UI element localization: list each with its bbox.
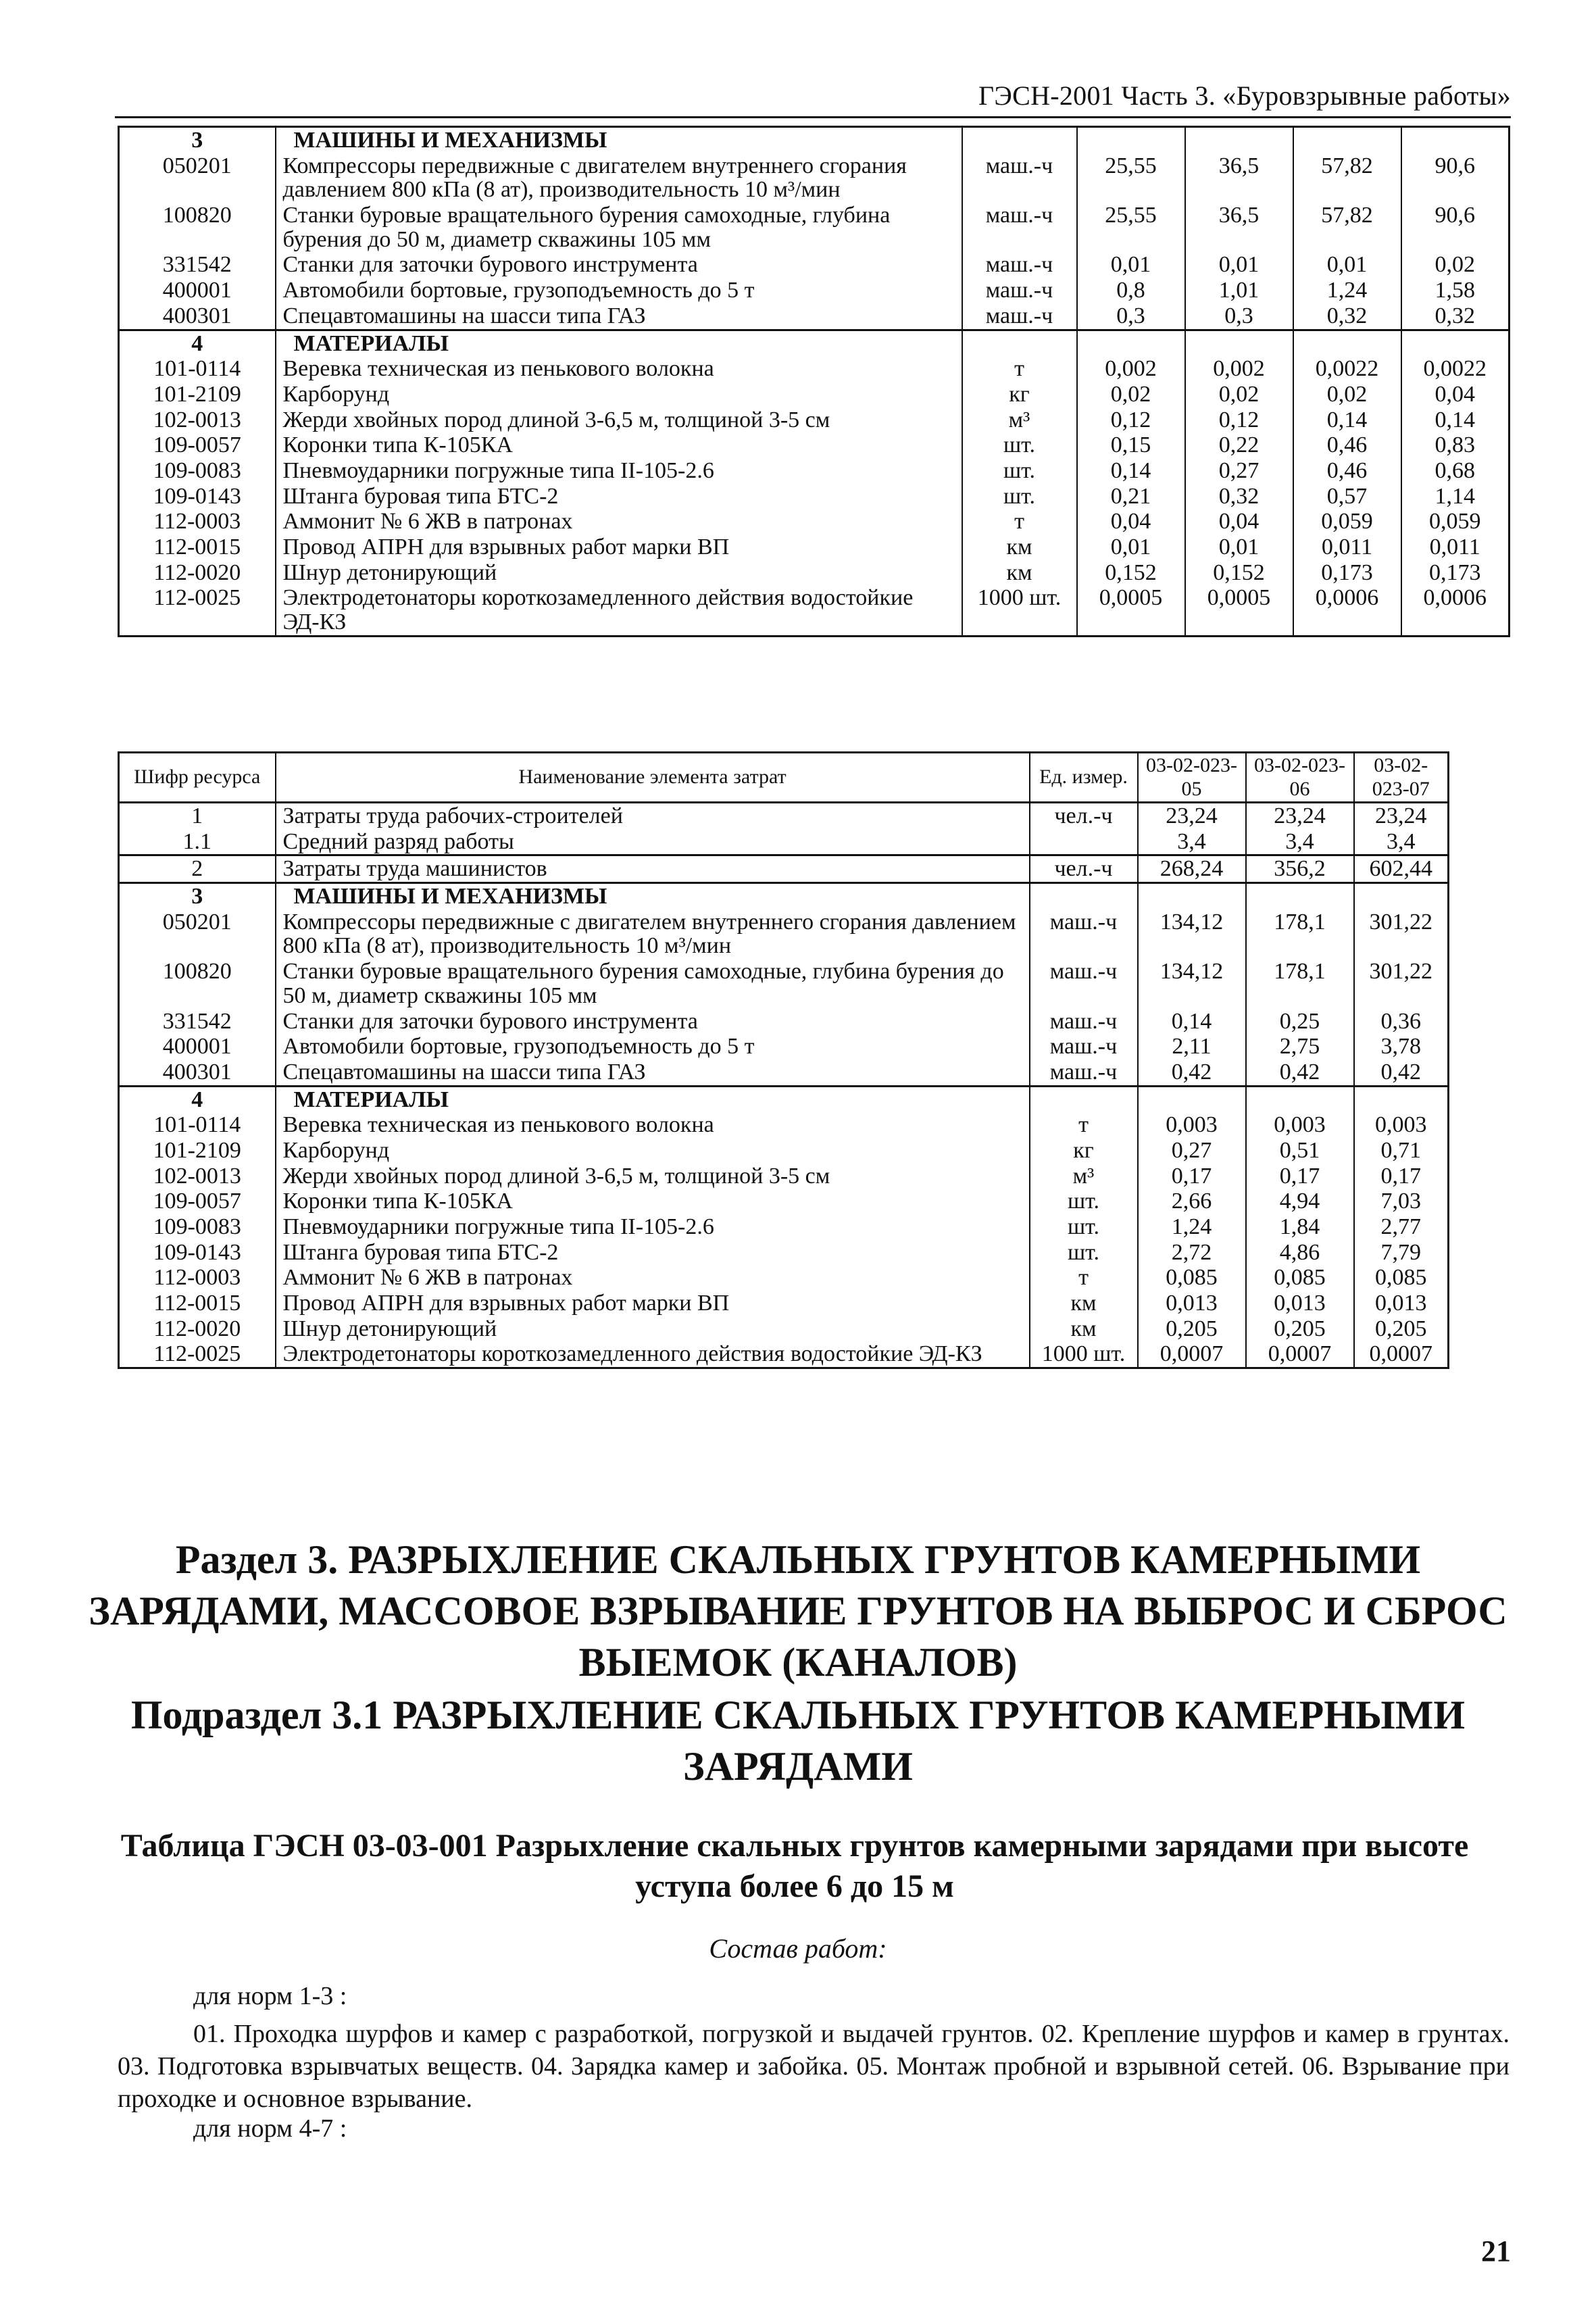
resource-name: Шнур детонирующий bbox=[276, 560, 962, 586]
table-header-row bbox=[119, 753, 1449, 803]
norm-value: 0,01 bbox=[1077, 534, 1185, 560]
empty-cell bbox=[1138, 883, 1246, 910]
unit: маш.-ч bbox=[1030, 910, 1138, 959]
resource-name: Пневмоударники погружные типа II-105-2.6 bbox=[276, 458, 962, 484]
resource-code: 1.1 bbox=[119, 829, 276, 855]
resource-name: Автомобили бортовые, грузоподъемность до 5 т bbox=[276, 278, 962, 303]
norm-value: 0,14 bbox=[1293, 407, 1401, 433]
resource-code: 400301 bbox=[119, 303, 276, 330]
resource-code: 109-0057 bbox=[119, 432, 276, 458]
norm-value: 0,51 bbox=[1246, 1138, 1354, 1164]
resource-code: 112-0015 bbox=[119, 1291, 276, 1316]
norm-value: 0,0006 bbox=[1293, 585, 1401, 636]
norm-value: 0,21 bbox=[1077, 484, 1185, 509]
norm-value: 25,55 bbox=[1077, 153, 1185, 203]
resource-table-continued bbox=[118, 126, 1510, 637]
unit: шт. bbox=[962, 484, 1077, 509]
unit: км bbox=[1030, 1316, 1138, 1342]
norm-value: 23,24 bbox=[1138, 803, 1246, 829]
table-row bbox=[119, 1138, 1449, 1164]
unit: т bbox=[1030, 1112, 1138, 1138]
header-norm-3: 03-02-023-07 bbox=[1354, 753, 1449, 803]
norm-value: 0,085 bbox=[1246, 1265, 1354, 1291]
table-row bbox=[119, 153, 1510, 203]
empty-cell bbox=[1077, 127, 1185, 153]
norm-value: 1,24 bbox=[1293, 278, 1401, 303]
norm-value: 2,72 bbox=[1138, 1240, 1246, 1266]
resource-name: Станки буровые вращательного бурения самоходные, глубина бурения до 50 м, диаметр скважины 105 мм bbox=[276, 959, 1030, 1008]
table-row bbox=[119, 910, 1449, 959]
section-code: 3 bbox=[119, 883, 276, 910]
table-row bbox=[119, 1265, 1449, 1291]
resource-name: Станки для заточки бурового инструмента bbox=[276, 252, 962, 278]
resource-name: Средний разряд работы bbox=[276, 829, 1030, 855]
resource-name: Веревка техническая из пенькового волокна bbox=[276, 1112, 1030, 1138]
norm-value: 0,42 bbox=[1138, 1060, 1246, 1086]
norm-value: 0,02 bbox=[1401, 252, 1510, 278]
unit: 1000 шт. bbox=[962, 585, 1077, 636]
norm-value: 1,24 bbox=[1138, 1214, 1246, 1240]
resource-name: Станки буровые вращательного бурения самоходные, глубина бурения до 50 м, диаметр скважины 105 мм bbox=[276, 203, 962, 252]
norm-value: 0,0022 bbox=[1401, 356, 1510, 382]
table-row bbox=[119, 509, 1510, 534]
resource-name: Автомобили бортовые, грузоподъемность до 5 т bbox=[276, 1034, 1030, 1060]
norm-value: 0,68 bbox=[1401, 458, 1510, 484]
table-row bbox=[119, 560, 1510, 586]
norm-value: 0,013 bbox=[1354, 1291, 1449, 1316]
norm-value: 57,82 bbox=[1293, 203, 1401, 252]
table-row bbox=[119, 432, 1510, 458]
norm-value: 0,14 bbox=[1138, 1009, 1246, 1035]
norm-value: 0,059 bbox=[1401, 509, 1510, 534]
table-row bbox=[119, 203, 1510, 252]
resource-code: 112-0020 bbox=[119, 560, 276, 586]
resource-code: 109-0143 bbox=[119, 1240, 276, 1266]
resource-code: 050201 bbox=[119, 910, 276, 959]
empty-cell bbox=[1185, 330, 1293, 356]
unit: км bbox=[1030, 1291, 1138, 1316]
empty-cell bbox=[1354, 883, 1449, 910]
norm-value: 0,152 bbox=[1077, 560, 1185, 586]
norm-value: 0,003 bbox=[1138, 1112, 1246, 1138]
table-row bbox=[119, 356, 1510, 382]
section-code: 4 bbox=[119, 330, 276, 356]
norm-value: 0,205 bbox=[1354, 1316, 1449, 1342]
empty-cell bbox=[1293, 127, 1401, 153]
unit: маш.-ч bbox=[962, 278, 1077, 303]
norm-value: 23,24 bbox=[1354, 803, 1449, 829]
norm-value: 36,5 bbox=[1185, 203, 1293, 252]
unit: чел.-ч bbox=[1030, 803, 1138, 829]
norm-value: 0,0007 bbox=[1138, 1341, 1246, 1368]
norm-value: 0,71 bbox=[1354, 1138, 1449, 1164]
resource-name: Жерди хвойных пород длиной 3-6,5 м, толщиной 3-5 см bbox=[276, 1164, 1030, 1189]
norm-value: 0,011 bbox=[1401, 534, 1510, 560]
resource-code: 112-0020 bbox=[119, 1316, 276, 1342]
norm-value: 1,84 bbox=[1246, 1214, 1354, 1240]
table-row bbox=[119, 1291, 1449, 1316]
norm-value: 0,57 bbox=[1293, 484, 1401, 509]
table-row bbox=[119, 585, 1510, 636]
labor-row bbox=[119, 855, 1449, 883]
section-title: МАТЕРИАЛЫ bbox=[276, 330, 962, 356]
norm-value: 0,46 bbox=[1293, 432, 1401, 458]
resource-code: 400001 bbox=[119, 1034, 276, 1060]
norm-value: 90,6 bbox=[1401, 203, 1510, 252]
resource-code: 101-2109 bbox=[119, 1138, 276, 1164]
header-rule bbox=[115, 116, 1511, 118]
resource-name: Спецавтомашины на шасси типа ГАЗ bbox=[276, 1060, 1030, 1086]
empty-cell bbox=[1354, 1086, 1449, 1112]
resource-code: 112-0025 bbox=[119, 1341, 276, 1368]
resource-name: Аммонит № 6 ЖВ в патронах bbox=[276, 509, 962, 534]
norm-value: 36,5 bbox=[1185, 153, 1293, 203]
norm-value: 3,78 bbox=[1354, 1034, 1449, 1060]
norm-value: 1,14 bbox=[1401, 484, 1510, 509]
norm-value: 0,15 bbox=[1077, 432, 1185, 458]
norm-value: 0,003 bbox=[1354, 1112, 1449, 1138]
norm-value: 0,12 bbox=[1077, 407, 1185, 433]
resource-table-023 bbox=[118, 751, 1449, 1369]
resource-name: Штанга буровая типа БТС-2 bbox=[276, 484, 962, 509]
norm-value: 0,42 bbox=[1246, 1060, 1354, 1086]
resource-name: Провод АПРН для взрывных работ марки ВП bbox=[276, 534, 962, 560]
unit: т bbox=[962, 509, 1077, 534]
norm-value: 1,58 bbox=[1401, 278, 1510, 303]
resource-name: Веревка техническая из пенькового волокна bbox=[276, 356, 962, 382]
norm-value: 0,02 bbox=[1293, 382, 1401, 407]
empty-cell bbox=[1293, 330, 1401, 356]
unit: м³ bbox=[962, 407, 1077, 433]
norm-value: 0,04 bbox=[1401, 382, 1510, 407]
norms-label-1-3: для норм 1-3 : bbox=[193, 1982, 347, 2010]
norm-value: 57,82 bbox=[1293, 153, 1401, 203]
resource-code: 400301 bbox=[119, 1060, 276, 1086]
empty-cell bbox=[1138, 1086, 1246, 1112]
table-row bbox=[119, 1316, 1449, 1342]
norm-value: 2,77 bbox=[1354, 1214, 1449, 1240]
header-norm-1: 03-02-023-05 bbox=[1138, 753, 1246, 803]
unit: км bbox=[962, 560, 1077, 586]
resource-name: Станки для заточки бурового инструмента bbox=[276, 1009, 1030, 1035]
empty-cell bbox=[962, 330, 1077, 356]
section-title: МАШИНЫ И МЕХАНИЗМЫ bbox=[276, 127, 962, 153]
resource-code: 102-0013 bbox=[119, 407, 276, 433]
section-title: Раздел 3. РАЗРЫХЛЕНИЕ СКАЛЬНЫХ ГРУНТОВ КАМЕРНЫМИ ЗАРЯДАМИ, МАССОВОЕ ВЗРЫВАНИЕ ГРУНТОВ НА ВЫБРОС И СБРОС ВЫЕМОК (КАНАЛОВ) bbox=[89, 1537, 1507, 1685]
resource-code: 109-0143 bbox=[119, 484, 276, 509]
resource-name: Коронки типа К-105КА bbox=[276, 1189, 1030, 1214]
norm-value: 0,3 bbox=[1185, 303, 1293, 330]
resource-name: Жерди хвойных пород длиной 3-6,5 м, толщиной 3-5 см bbox=[276, 407, 962, 433]
subsection-title: Подраздел 3.1 РАЗРЫХЛЕНИЕ СКАЛЬНЫХ ГРУНТОВ КАМЕРНЫМИ ЗАРЯДАМИ bbox=[130, 1693, 1466, 1789]
norm-value: 0,32 bbox=[1185, 484, 1293, 509]
header-code: Шифр ресурса bbox=[119, 753, 276, 803]
table-row bbox=[119, 484, 1510, 509]
resource-name: Провод АПРН для взрывных работ марки ВП bbox=[276, 1291, 1030, 1316]
norm-value: 0,25 bbox=[1246, 1009, 1354, 1035]
section-row bbox=[119, 1086, 1449, 1112]
resource-name: Компрессоры передвижные с двигателем внутреннего сгорания давлением 800 кПа (8 ат), производительность 10 м³/мин bbox=[276, 153, 962, 203]
norm-value: 0,17 bbox=[1138, 1164, 1246, 1189]
running-header: ГЭСН-2001 Часть 3. «Буровзрывные работы» bbox=[978, 80, 1511, 111]
norm-value: 356,2 bbox=[1246, 855, 1354, 883]
unit: маш.-ч bbox=[962, 153, 1077, 203]
norm-value: 2,66 bbox=[1138, 1189, 1246, 1214]
norm-value: 268,24 bbox=[1138, 855, 1246, 883]
norm-value: 0,173 bbox=[1293, 560, 1401, 586]
norm-value: 0,46 bbox=[1293, 458, 1401, 484]
empty-cell bbox=[962, 127, 1077, 153]
norm-value: 0,01 bbox=[1077, 252, 1185, 278]
table-row bbox=[119, 1034, 1449, 1060]
resource-code: 109-0083 bbox=[119, 458, 276, 484]
resource-code: 331542 bbox=[119, 1009, 276, 1035]
resource-code: 112-0025 bbox=[119, 585, 276, 636]
unit: шт. bbox=[1030, 1214, 1138, 1240]
table-row bbox=[119, 407, 1510, 433]
table-row bbox=[119, 252, 1510, 278]
resource-name: Шнур детонирующий bbox=[276, 1316, 1030, 1342]
resource-code: 2 bbox=[119, 855, 276, 883]
empty-cell bbox=[1401, 330, 1510, 356]
resource-name: Компрессоры передвижные с двигателем внутреннего сгорания давлением 800 кПа (8 ат), производительность 10 м³/мин bbox=[276, 910, 1030, 959]
table-row bbox=[119, 278, 1510, 303]
norm-value: 7,03 bbox=[1354, 1189, 1449, 1214]
norm-value: 0,27 bbox=[1138, 1138, 1246, 1164]
section-row bbox=[119, 330, 1510, 356]
resource-code: 100820 bbox=[119, 959, 276, 1008]
unit: шт. bbox=[1030, 1240, 1138, 1266]
norm-value: 0,01 bbox=[1293, 252, 1401, 278]
resource-code: 1 bbox=[119, 803, 276, 829]
norm-value: 301,22 bbox=[1354, 959, 1449, 1008]
resource-code: 101-2109 bbox=[119, 382, 276, 407]
norm-value: 0,27 bbox=[1185, 458, 1293, 484]
unit bbox=[1030, 829, 1138, 855]
unit: т bbox=[962, 356, 1077, 382]
empty-cell bbox=[1030, 883, 1138, 910]
norm-value: 0,0005 bbox=[1185, 585, 1293, 636]
unit: маш.-ч bbox=[962, 252, 1077, 278]
norm-value: 23,24 bbox=[1246, 803, 1354, 829]
norms-label-4-7: для норм 4-7 : bbox=[193, 2114, 347, 2143]
section-row bbox=[119, 127, 1510, 153]
norm-value: 0,02 bbox=[1185, 382, 1293, 407]
resource-name: Коронки типа К-105КА bbox=[276, 432, 962, 458]
resource-code: 112-0003 bbox=[119, 1265, 276, 1291]
resource-code: 400001 bbox=[119, 278, 276, 303]
table-row bbox=[119, 1189, 1449, 1214]
unit: шт. bbox=[1030, 1189, 1138, 1214]
norm-value: 3,4 bbox=[1246, 829, 1354, 855]
norm-value: 0,42 bbox=[1354, 1060, 1449, 1086]
norm-value: 0,085 bbox=[1138, 1265, 1246, 1291]
norm-value: 4,94 bbox=[1246, 1189, 1354, 1214]
table-row bbox=[119, 1009, 1449, 1035]
resource-name: Электродетонаторы короткозамедленного действия водостойкие ЭД-КЗ bbox=[276, 585, 962, 636]
empty-cell bbox=[1401, 127, 1510, 153]
norm-value: 0,8 bbox=[1077, 278, 1185, 303]
norm-value: 0,0007 bbox=[1246, 1341, 1354, 1368]
norm-value: 0,36 bbox=[1354, 1009, 1449, 1035]
unit: т bbox=[1030, 1265, 1138, 1291]
norm-value: 7,79 bbox=[1354, 1240, 1449, 1266]
table-row bbox=[119, 1164, 1449, 1189]
section-row bbox=[119, 883, 1449, 910]
table-row bbox=[119, 1214, 1449, 1240]
norm-value: 0,002 bbox=[1185, 356, 1293, 382]
work-composition-heading: Состав работ: bbox=[709, 1933, 887, 1964]
norm-value: 0,12 bbox=[1185, 407, 1293, 433]
norm-value: 0,013 bbox=[1138, 1291, 1246, 1316]
norm-value: 0,04 bbox=[1077, 509, 1185, 534]
unit: маш.-ч bbox=[1030, 1009, 1138, 1035]
table-row bbox=[119, 303, 1510, 330]
resource-code: 050201 bbox=[119, 153, 276, 203]
unit: маш.-ч bbox=[962, 303, 1077, 330]
norm-value: 0,173 bbox=[1401, 560, 1510, 586]
norm-value: 0,32 bbox=[1401, 303, 1510, 330]
empty-cell bbox=[1077, 330, 1185, 356]
norm-value: 134,12 bbox=[1138, 959, 1246, 1008]
resource-name: Пневмоударники погружные типа II-105-2.6 bbox=[276, 1214, 1030, 1240]
norm-value: 0,152 bbox=[1185, 560, 1293, 586]
unit: маш.-ч bbox=[962, 203, 1077, 252]
norm-value: 1,01 bbox=[1185, 278, 1293, 303]
unit: маш.-ч bbox=[1030, 959, 1138, 1008]
section-code: 4 bbox=[119, 1086, 276, 1112]
norm-value: 0,002 bbox=[1077, 356, 1185, 382]
norm-value: 3,4 bbox=[1138, 829, 1246, 855]
norm-value: 0,3 bbox=[1077, 303, 1185, 330]
resource-code: 109-0083 bbox=[119, 1214, 276, 1240]
section-title: МАТЕРИАЛЫ bbox=[276, 1086, 1030, 1112]
norm-value: 4,86 bbox=[1246, 1240, 1354, 1266]
resource-name: Карборунд bbox=[276, 1138, 1030, 1164]
resource-code: 112-0003 bbox=[119, 509, 276, 534]
page-number: 21 bbox=[1481, 2235, 1511, 2268]
unit: маш.-ч bbox=[1030, 1034, 1138, 1060]
table-row bbox=[119, 1240, 1449, 1266]
norm-value: 178,1 bbox=[1246, 910, 1354, 959]
norm-value: 0,0005 bbox=[1077, 585, 1185, 636]
unit: шт. bbox=[962, 432, 1077, 458]
norm-value: 0,205 bbox=[1138, 1316, 1246, 1342]
norm-value: 0,085 bbox=[1354, 1265, 1449, 1291]
labor-row bbox=[119, 803, 1449, 829]
empty-cell bbox=[1246, 1086, 1354, 1112]
resource-code: 109-0057 bbox=[119, 1189, 276, 1214]
norm-value: 0,205 bbox=[1246, 1316, 1354, 1342]
table-row bbox=[119, 959, 1449, 1008]
norm-value: 0,003 bbox=[1246, 1112, 1354, 1138]
norm-value: 0,0006 bbox=[1401, 585, 1510, 636]
empty-cell bbox=[1030, 1086, 1138, 1112]
resource-name: Спецавтомашины на шасси типа ГАЗ bbox=[276, 303, 962, 330]
resource-code: 101-0114 bbox=[119, 1112, 276, 1138]
section-code: 3 bbox=[119, 127, 276, 153]
norm-value: 0,059 bbox=[1293, 509, 1401, 534]
resource-code: 331542 bbox=[119, 252, 276, 278]
norm-value: 602,44 bbox=[1354, 855, 1449, 883]
norm-value: 0,14 bbox=[1401, 407, 1510, 433]
unit: шт. bbox=[962, 458, 1077, 484]
unit: км bbox=[962, 534, 1077, 560]
norm-value: 0,0007 bbox=[1354, 1341, 1449, 1368]
resource-code: 112-0015 bbox=[119, 534, 276, 560]
norm-value: 90,6 bbox=[1401, 153, 1510, 203]
norm-value: 3,4 bbox=[1354, 829, 1449, 855]
table-row bbox=[119, 1060, 1449, 1086]
norm-value: 0,013 bbox=[1246, 1291, 1354, 1316]
norm-value: 0,011 bbox=[1293, 534, 1401, 560]
unit: маш.-ч bbox=[1030, 1060, 1138, 1086]
work-composition-text: 01. Проходка шурфов и камер с разработкой, погрузкой и выдачей грунтов. 02. Крепление шурфов и камер в грунтах. 03. Подготовка взрывчатых веществ. 04. Зарядка камер и забойка. 05. Монтаж пробной и взрывной сетей. 06. Взрывание при проходке и основное взрывание. bbox=[118, 2020, 1510, 2113]
table-row bbox=[119, 1341, 1449, 1368]
norm-value: 0,0022 bbox=[1293, 356, 1401, 382]
section-title: МАШИНЫ И МЕХАНИЗМЫ bbox=[276, 883, 1030, 910]
norm-value: 0,17 bbox=[1246, 1164, 1354, 1189]
norm-value: 134,12 bbox=[1138, 910, 1246, 959]
norm-value: 0,14 bbox=[1077, 458, 1185, 484]
norm-value: 2,75 bbox=[1246, 1034, 1354, 1060]
norm-value: 2,11 bbox=[1138, 1034, 1246, 1060]
norm-value: 0,22 bbox=[1185, 432, 1293, 458]
table-row bbox=[119, 458, 1510, 484]
norm-value: 301,22 bbox=[1354, 910, 1449, 959]
table-row bbox=[119, 1112, 1449, 1138]
resource-code: 100820 bbox=[119, 203, 276, 252]
resource-name: Затраты труда рабочих-строителей bbox=[276, 803, 1030, 829]
resource-code: 101-0114 bbox=[119, 356, 276, 382]
norm-value: 0,02 bbox=[1077, 382, 1185, 407]
norm-value: 0,01 bbox=[1185, 252, 1293, 278]
norm-value: 0,17 bbox=[1354, 1164, 1449, 1189]
empty-cell bbox=[1246, 883, 1354, 910]
header-unit: Ед. измер. bbox=[1030, 753, 1138, 803]
norm-value: 0,83 bbox=[1401, 432, 1510, 458]
norm-value: 0,32 bbox=[1293, 303, 1401, 330]
unit: 1000 шт. bbox=[1030, 1341, 1138, 1368]
header-name: Наименование элемента затрат bbox=[276, 753, 1030, 803]
table-title: Таблица ГЭСН 03-03-001 Разрыхление скальных грунтов камерными зарядами при высоте уступа более 6 до 15 м bbox=[120, 1828, 1469, 1904]
header-norm-2: 03-02-023-06 bbox=[1246, 753, 1354, 803]
resource-code: 102-0013 bbox=[119, 1164, 276, 1189]
unit: кг bbox=[1030, 1138, 1138, 1164]
norm-value: 0,04 bbox=[1185, 509, 1293, 534]
norm-value: 25,55 bbox=[1077, 203, 1185, 252]
resource-name: Карборунд bbox=[276, 382, 962, 407]
unit: чел.-ч bbox=[1030, 855, 1138, 883]
norm-value: 178,1 bbox=[1246, 959, 1354, 1008]
table-row bbox=[119, 534, 1510, 560]
table-row bbox=[119, 382, 1510, 407]
resource-name: Штанга буровая типа БТС-2 bbox=[276, 1240, 1030, 1266]
unit: м³ bbox=[1030, 1164, 1138, 1189]
labor-row bbox=[119, 829, 1449, 855]
norm-value: 0,01 bbox=[1185, 534, 1293, 560]
resource-name: Аммонит № 6 ЖВ в патронах bbox=[276, 1265, 1030, 1291]
resource-name: Затраты труда машинистов bbox=[276, 855, 1030, 883]
unit: кг bbox=[962, 382, 1077, 407]
empty-cell bbox=[1185, 127, 1293, 153]
resource-name: Электродетонаторы короткозамедленного действия водостойкие ЭД-КЗ bbox=[276, 1341, 1030, 1368]
